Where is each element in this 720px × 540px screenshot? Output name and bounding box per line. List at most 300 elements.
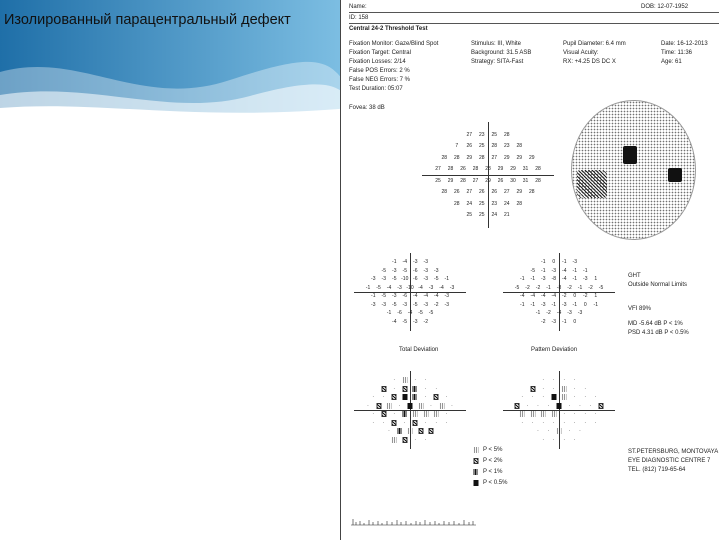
threshold-value: 29	[497, 166, 504, 173]
total-deviation-plot-symbol	[376, 403, 381, 409]
total-deviation-plot-symbol	[413, 386, 418, 392]
total-deviation-value: -3	[449, 284, 455, 291]
total-deviation-plot-symbol	[392, 394, 397, 400]
legend-p5: P < 5%	[483, 447, 503, 453]
info-left-0: Fixation Monitor: Gaze/Blind Spot	[349, 41, 439, 47]
pattern-deviation-value: -3	[551, 267, 556, 274]
total-deviation-value: -1	[444, 276, 449, 283]
inferior-defect-hatch	[577, 170, 607, 198]
total-deviation-value: -5	[434, 276, 439, 283]
total-deviation-value: -2	[423, 318, 428, 325]
total-deviation-value: -4	[402, 259, 407, 266]
ght-value: Outside Normal Limits	[628, 282, 688, 288]
threshold-value: 27	[491, 154, 498, 161]
pattern-deviation-value: -1	[520, 276, 525, 283]
threshold-value: 25	[478, 212, 485, 219]
total-deviation-plot-symbol: ·	[435, 419, 438, 426]
clinic-line-1: EYE DIAGNOSTIC CENTRE 7	[628, 458, 711, 464]
total-deviation-value: -3	[413, 259, 418, 266]
pattern-deviation-plot-symbol	[562, 394, 567, 400]
total-deviation-plot-horizontal-axis	[354, 410, 465, 411]
total-deviation-value: -5	[392, 276, 397, 283]
threshold-value: 24	[466, 200, 473, 207]
pattern-deviation-plot-symbol	[562, 386, 567, 392]
pattern-deviation-value: -3	[572, 259, 577, 266]
pattern-deviation-value: -4	[556, 310, 562, 317]
pattern-deviation-plot-symbol: ·	[584, 385, 587, 392]
pattern-deviation-plot-symbol: ·	[542, 385, 545, 392]
pattern-deviation-value: -3	[562, 301, 567, 308]
threshold-value: 28	[535, 166, 541, 173]
pattern-deviation-value: -1	[572, 267, 577, 274]
pattern-deviation-plot-symbol: ·	[573, 436, 576, 443]
pattern-deviation-value: -3	[551, 318, 556, 325]
pattern-deviation-plot-symbol: ·	[552, 385, 555, 392]
pattern-deviation-value: -4	[562, 267, 567, 274]
pattern-deviation-plot-symbol	[530, 411, 535, 417]
threshold-value: 7	[455, 143, 459, 150]
pattern-deviation-value: -2	[583, 293, 588, 300]
total-deviation-value: -10	[401, 276, 409, 283]
total-deviation-plot-symbol: ·	[382, 419, 385, 426]
clinic-line-0: ST.PETERSBURG, MONTOVAYA	[628, 449, 719, 455]
total-deviation-plot-symbol	[402, 386, 407, 392]
pattern-deviation-plot-symbol	[515, 403, 520, 409]
total-deviation-plot-symbol: ·	[372, 394, 375, 401]
threshold-value: 28	[491, 143, 498, 150]
pattern-deviation-plot-symbol: ·	[584, 411, 587, 418]
total-deviation-plot-symbol: ·	[424, 436, 427, 443]
total-deviation-value: -4	[413, 293, 418, 300]
total-deviation-plot-symbol	[392, 437, 397, 443]
pattern-deviation-value: -2	[546, 310, 551, 317]
threshold-value: 29	[516, 154, 523, 161]
total-deviation-value: -5	[392, 301, 397, 308]
pattern-deviation-plot-symbol: ·	[573, 385, 576, 392]
total-deviation-value: -5	[418, 310, 423, 317]
pattern-deviation-value: -1	[583, 267, 588, 274]
pattern-deviation-value: -3	[583, 276, 588, 283]
threshold-value: 29	[466, 154, 473, 161]
pattern-deviation-value: -5	[514, 284, 520, 291]
pattern-deviation-plot-symbol: ·	[531, 419, 534, 426]
pattern-deviation-plot-symbol: ·	[537, 402, 539, 409]
threshold-value: 26	[478, 189, 485, 196]
threshold-value: 23	[491, 200, 498, 207]
threshold-value: 24	[503, 200, 510, 207]
total-deviation-value: -3	[381, 276, 386, 283]
threshold-value: 26	[453, 189, 460, 196]
pattern-deviation-value: 0	[573, 318, 577, 325]
pattern-deviation-plot-symbol: ·	[568, 428, 571, 435]
pattern-deviation-plot-symbol: ·	[547, 402, 550, 409]
total-deviation-plot-symbol: ·	[367, 402, 369, 409]
md-value: MD -5.64 dB P < 1%	[628, 321, 683, 327]
total-deviation-plot-symbol	[439, 403, 444, 409]
threshold-value: 29	[516, 189, 523, 196]
total-deviation-plot-symbol: ·	[388, 428, 390, 435]
pattern-deviation-plot-symbol: ·	[547, 428, 550, 435]
pattern-deviation-value: -1	[546, 284, 551, 291]
threshold-value: 28	[453, 200, 460, 207]
total-deviation-value: -3	[397, 284, 402, 291]
name-label: Name:	[349, 4, 367, 10]
total-deviation-plot-symbol	[402, 437, 407, 443]
pattern-deviation-plot-symbol	[599, 403, 604, 409]
pattern-deviation-value: -1	[572, 301, 577, 308]
info-right-a-0: Pupil Diameter: 6.4 mm	[563, 41, 626, 47]
total-deviation-plot-symbol	[402, 394, 407, 400]
vfi-value: VFI 89%	[628, 306, 652, 312]
total-deviation-plot-symbol: ·	[393, 385, 396, 392]
total-deviation-value: -6	[413, 267, 418, 274]
threshold-value: 29	[503, 154, 510, 161]
total-deviation-value: -4	[418, 284, 423, 291]
pattern-deviation-value: -1	[577, 284, 583, 291]
total-deviation-plot-symbol	[392, 420, 397, 426]
total-deviation-value: -3	[423, 267, 428, 274]
pattern-deviation-value: -8	[551, 276, 556, 283]
legend-p1: P < 1%	[483, 469, 503, 475]
pattern-deviation-plot-symbol: ·	[542, 436, 545, 443]
total-deviation-value: -1	[392, 259, 397, 266]
pattern-deviation-plot-symbol: ·	[579, 402, 581, 409]
total-deviation-value: -4	[439, 284, 444, 291]
total-deviation-plot-symbol	[413, 420, 418, 426]
info-right-b-1: Time: 11:36	[661, 50, 693, 56]
threshold-value: 28	[478, 154, 485, 161]
pattern-deviation-value: 0	[552, 259, 556, 266]
total-deviation-plot-symbol	[429, 428, 434, 434]
threshold-value: 28	[485, 166, 491, 173]
gaze-tracking-strip	[351, 515, 476, 529]
threshold-value: 28	[441, 154, 448, 161]
threshold-value: 25	[466, 212, 473, 219]
total-deviation-plot-symbol	[408, 428, 413, 434]
pattern-deviation-plot-symbol: ·	[537, 428, 539, 435]
dob: DOB: 12-07-1952	[641, 4, 689, 10]
threshold-value: 28	[535, 177, 541, 184]
total-deviation-plot-symbol	[434, 394, 439, 400]
threshold-value: 28	[528, 189, 535, 196]
info-mid-0: Stimulus: III, White	[471, 41, 522, 47]
total-deviation-plot-symbol: ·	[424, 385, 427, 392]
pattern-deviation-value: 0	[573, 293, 577, 300]
pattern-deviation-value: -3	[541, 276, 546, 283]
pattern-deviation-plot-symbol: ·	[542, 377, 545, 384]
pattern-deviation-value: -2	[525, 284, 530, 291]
legend-p05: P < 0.5%	[483, 480, 508, 486]
threshold-value: 25	[478, 200, 485, 207]
threshold-value: 25	[435, 177, 441, 184]
patient-id: ID: 158	[349, 15, 369, 21]
total-deviation-value: -3	[423, 259, 428, 266]
pattern-deviation-plot-symbol: ·	[563, 419, 566, 426]
total-deviation-plot-symbol: ·	[414, 377, 417, 384]
total-deviation-plot-symbol: ·	[424, 377, 427, 384]
clinic-line-2: TEL. (812) 719-65-64	[628, 467, 686, 473]
threshold-value: 28	[441, 189, 448, 196]
pattern-deviation-value: -1	[530, 301, 535, 308]
threshold-value: 26	[460, 166, 466, 173]
pattern-deviation-value: -5	[598, 284, 604, 291]
pattern-deviation-plot-symbol	[530, 386, 535, 392]
total-deviation-plot-symbol	[397, 428, 402, 434]
info-left-2: Fixation Losses: 2/14	[349, 59, 406, 65]
info-left-5: Test Duration: 05:07	[349, 86, 403, 92]
pattern-deviation-value: -1	[593, 301, 598, 308]
pattern-deviation-value: -2	[535, 284, 541, 291]
total-deviation-value: -3	[381, 301, 386, 308]
total-deviation-plot-symbol: ·	[445, 419, 448, 426]
pattern-deviation-value: -4	[562, 276, 567, 283]
threshold-value: 31	[522, 166, 529, 173]
pattern-deviation-value: -2	[588, 284, 593, 291]
total-deviation-plot-symbol	[413, 394, 418, 400]
pattern-deviation-value: -1	[535, 310, 541, 317]
total-deviation-plot-symbol: ·	[382, 394, 385, 401]
pattern-deviation-caption: Pattern Deviation	[531, 347, 578, 353]
pattern-deviation-value: -1	[551, 301, 556, 308]
total-deviation-value: -1	[371, 293, 376, 300]
threshold-value: 31	[522, 177, 529, 184]
total-deviation-value: -6	[413, 276, 418, 283]
pattern-deviation-value: -4	[520, 293, 525, 300]
pattern-deviation-plot-symbol: ·	[573, 377, 576, 384]
total-deviation-value: -10	[406, 284, 414, 291]
threshold-value: 27	[472, 177, 479, 184]
total-deviation-plot-symbol: ·	[403, 419, 406, 426]
total-deviation-plot-symbol: ·	[393, 377, 396, 384]
total-deviation-value: -5	[413, 301, 418, 308]
total-deviation-plot-symbol: ·	[393, 411, 396, 418]
pattern-deviation-value: -1	[572, 276, 577, 283]
pattern-deviation-plot-symbol	[520, 411, 525, 417]
info-mid-2: Strategy: SITA-Fast	[471, 59, 524, 65]
total-deviation-value: -4	[423, 293, 428, 300]
pattern-deviation-value: -3	[577, 310, 583, 317]
pattern-deviation-plot-symbol: ·	[594, 419, 597, 426]
total-deviation-value: -3	[371, 276, 376, 283]
pattern-deviation-value: 1	[594, 293, 598, 300]
total-deviation-plot-symbol: ·	[435, 385, 438, 392]
total-deviation-value: -3	[444, 301, 449, 308]
pattern-deviation-value: -1	[530, 276, 535, 283]
threshold-value: 29	[510, 166, 516, 173]
total-deviation-plot-symbol	[413, 411, 418, 417]
pattern-deviation-value: -1	[520, 301, 525, 308]
pattern-deviation-plot-symbol: ·	[531, 394, 534, 401]
pattern-deviation-value: 0	[583, 301, 587, 308]
threshold-value: 29	[528, 154, 535, 161]
pattern-deviation-value: -3	[567, 310, 572, 317]
threshold-value: 28	[503, 131, 510, 138]
pattern-deviation-plot-symbol: ·	[563, 411, 566, 418]
threshold-value: 26	[466, 143, 473, 150]
threshold-value: 26	[497, 177, 504, 184]
total-deviation-plot-symbol: ·	[451, 402, 453, 409]
pattern-deviation-plot-symbol: ·	[521, 394, 524, 401]
info-left-1: Fixation Target: Central	[349, 50, 411, 56]
total-deviation-plot-symbol: ·	[372, 411, 375, 418]
pattern-deviation-value: -8	[556, 284, 562, 291]
pattern-deviation-plot-symbol: ·	[584, 394, 587, 401]
total-deviation-value: -4	[407, 310, 413, 317]
info-right-a-1: Visual Acuity:	[563, 50, 599, 56]
total-deviation-value: -3	[434, 267, 439, 274]
total-deviation-value: -3	[392, 293, 397, 300]
slide-title: Изолированный парацентральный дефект	[4, 12, 291, 28]
threshold-value: 25	[491, 131, 498, 138]
threshold-value: 28	[460, 177, 466, 184]
threshold-value: 29	[485, 177, 491, 184]
pattern-deviation-value: 1	[594, 276, 598, 283]
blind-spot-patch	[668, 168, 682, 182]
pattern-deviation-plot-symbol: ·	[589, 402, 592, 409]
total-deviation-value: -5	[428, 310, 434, 317]
total-deviation-plot-symbol	[402, 377, 407, 383]
threshold-horizontal-axis	[422, 175, 555, 176]
test-name: Central 24-2 Threshold Test	[349, 26, 428, 32]
pattern-deviation-plot-symbol: ·	[542, 419, 545, 426]
pattern-deviation-value: -4	[551, 293, 556, 300]
total-deviation-value: -3	[423, 301, 428, 308]
total-deviation-value: -5	[402, 267, 407, 274]
legend-p2: P < 2%	[483, 458, 503, 464]
threshold-value: 28	[447, 166, 454, 173]
ght-label: GHT	[628, 273, 641, 279]
total-deviation-value: -4	[392, 318, 397, 325]
pattern-deviation-plot-symbol: ·	[594, 394, 597, 401]
total-deviation-value: -2	[434, 301, 439, 308]
pattern-deviation-value: -3	[541, 301, 546, 308]
total-deviation-plot-symbol: ·	[445, 394, 448, 401]
total-deviation-plot-symbol: ·	[398, 402, 401, 409]
threshold-value: 28	[516, 200, 523, 207]
threshold-value: 24	[491, 212, 498, 219]
pattern-deviation-value: -1	[541, 259, 546, 266]
pattern-deviation-plot-symbol: ·	[563, 436, 566, 443]
total-deviation-plot-symbol	[387, 403, 392, 409]
total-deviation-plot-symbol: ·	[372, 419, 375, 426]
threshold-value: 23	[503, 143, 510, 150]
total-deviation-plot-symbol: ·	[445, 411, 448, 418]
info-right-a-2: RX: +4.25 DS DC X	[563, 59, 616, 65]
legend-p1-symbol	[474, 469, 479, 475]
perimetry-printout	[340, 0, 720, 540]
pattern-deviation-plot-symbol: ·	[579, 428, 581, 435]
threshold-value: 27	[466, 131, 473, 138]
threshold-value: 28	[472, 166, 479, 173]
total-deviation-value: -3	[444, 293, 449, 300]
total-deviation-value: -3	[392, 267, 397, 274]
pattern-deviation-plot-symbol	[557, 428, 562, 434]
total-deviation-value: -5	[402, 318, 407, 325]
pattern-deviation-value: -2	[562, 293, 567, 300]
total-deviation-plot-symbol	[402, 411, 407, 417]
total-deviation-plot-symbol	[434, 411, 439, 417]
pattern-deviation-plot-symbol: ·	[526, 402, 529, 409]
psd-value: PSD 4.31 dB P < 0.5%	[628, 330, 689, 336]
total-deviation-value: -3	[423, 276, 428, 283]
threshold-value: 25	[478, 143, 485, 150]
pattern-deviation-plot-symbol: ·	[568, 402, 571, 409]
total-deviation-plot-symbol: ·	[424, 394, 427, 401]
info-right-b-2: Age: 61	[661, 59, 682, 65]
info-left-4: False NEG Errors: 7 %	[349, 77, 411, 83]
threshold-value: 27	[466, 189, 473, 196]
threshold-value: 30	[510, 177, 516, 184]
pattern-deviation-value: -5	[530, 267, 535, 274]
pattern-deviation-plot-symbol: ·	[552, 419, 555, 426]
pattern-deviation-plot-symbol: ·	[584, 419, 587, 426]
threshold-value: 23	[478, 131, 485, 138]
legend-p05-symbol	[474, 480, 479, 486]
info-left-3: False POS Errors: 2 %	[349, 68, 410, 74]
total-deviation-value: -3	[413, 318, 418, 325]
pattern-deviation-plot-symbol: ·	[552, 436, 555, 443]
info-mid-1: Background: 31.5 ASB	[471, 50, 532, 56]
total-deviation-plot-symbol	[418, 403, 423, 409]
total-deviation-plot-symbol: ·	[424, 419, 427, 426]
pattern-deviation-value: -1	[562, 259, 567, 266]
pattern-deviation-plot-symbol: ·	[573, 419, 576, 426]
total-deviation-value: -3	[402, 301, 407, 308]
total-deviation-value: -5	[381, 267, 386, 274]
pattern-deviation-value: -2	[541, 318, 546, 325]
pattern-deviation-plot-symbol: ·	[573, 394, 576, 401]
total-deviation-value: -5	[381, 293, 386, 300]
total-deviation-value: -4	[434, 293, 439, 300]
total-deviation-value: -4	[386, 284, 392, 291]
total-deviation-plot-symbol	[381, 386, 386, 392]
fovea-value: Fovea: 38 dB	[349, 105, 385, 111]
total-deviation-plot-symbol	[381, 411, 386, 417]
pattern-deviation-plot-symbol: ·	[594, 411, 597, 418]
total-deviation-value: -3	[371, 301, 376, 308]
total-deviation-value: -5	[376, 284, 381, 291]
threshold-value: 28	[516, 143, 523, 150]
pattern-deviation-value: -2	[567, 284, 572, 291]
threshold-value: 28	[453, 154, 460, 161]
pattern-deviation-plot-symbol: ·	[563, 377, 566, 384]
pattern-deviation-plot-symbol: ·	[542, 394, 545, 401]
pattern-deviation-plot-symbol	[541, 411, 546, 417]
pattern-deviation-value: -1	[562, 318, 567, 325]
total-deviation-plot-symbol	[418, 428, 423, 434]
total-deviation-plot-symbol	[408, 403, 413, 409]
pattern-deviation-plot-symbol: ·	[521, 419, 524, 426]
legend-p2-symbol	[474, 458, 479, 464]
total-deviation-value: -6	[397, 310, 402, 317]
pattern-deviation-plot-symbol: ·	[573, 411, 576, 418]
threshold-value: 27	[503, 189, 510, 196]
total-deviation-plot-symbol: ·	[430, 402, 432, 409]
total-deviation-caption: Total Deviation	[399, 347, 439, 353]
pattern-deviation-plot-symbol	[557, 403, 562, 409]
info-right-b-0: Date: 16-12-2013	[661, 41, 708, 47]
total-deviation-value: -1	[365, 284, 371, 291]
pattern-deviation-plot-symbol: ·	[552, 377, 555, 384]
threshold-value: 29	[447, 177, 454, 184]
total-deviation-plot-symbol	[423, 411, 428, 417]
total-deviation-value: -6	[402, 293, 407, 300]
threshold-value: 27	[435, 166, 441, 173]
threshold-value: 26	[491, 189, 498, 196]
pattern-deviation-plot-symbol	[551, 411, 556, 417]
pattern-deviation-value: -4	[530, 293, 535, 300]
total-deviation-value: -1	[386, 310, 392, 317]
